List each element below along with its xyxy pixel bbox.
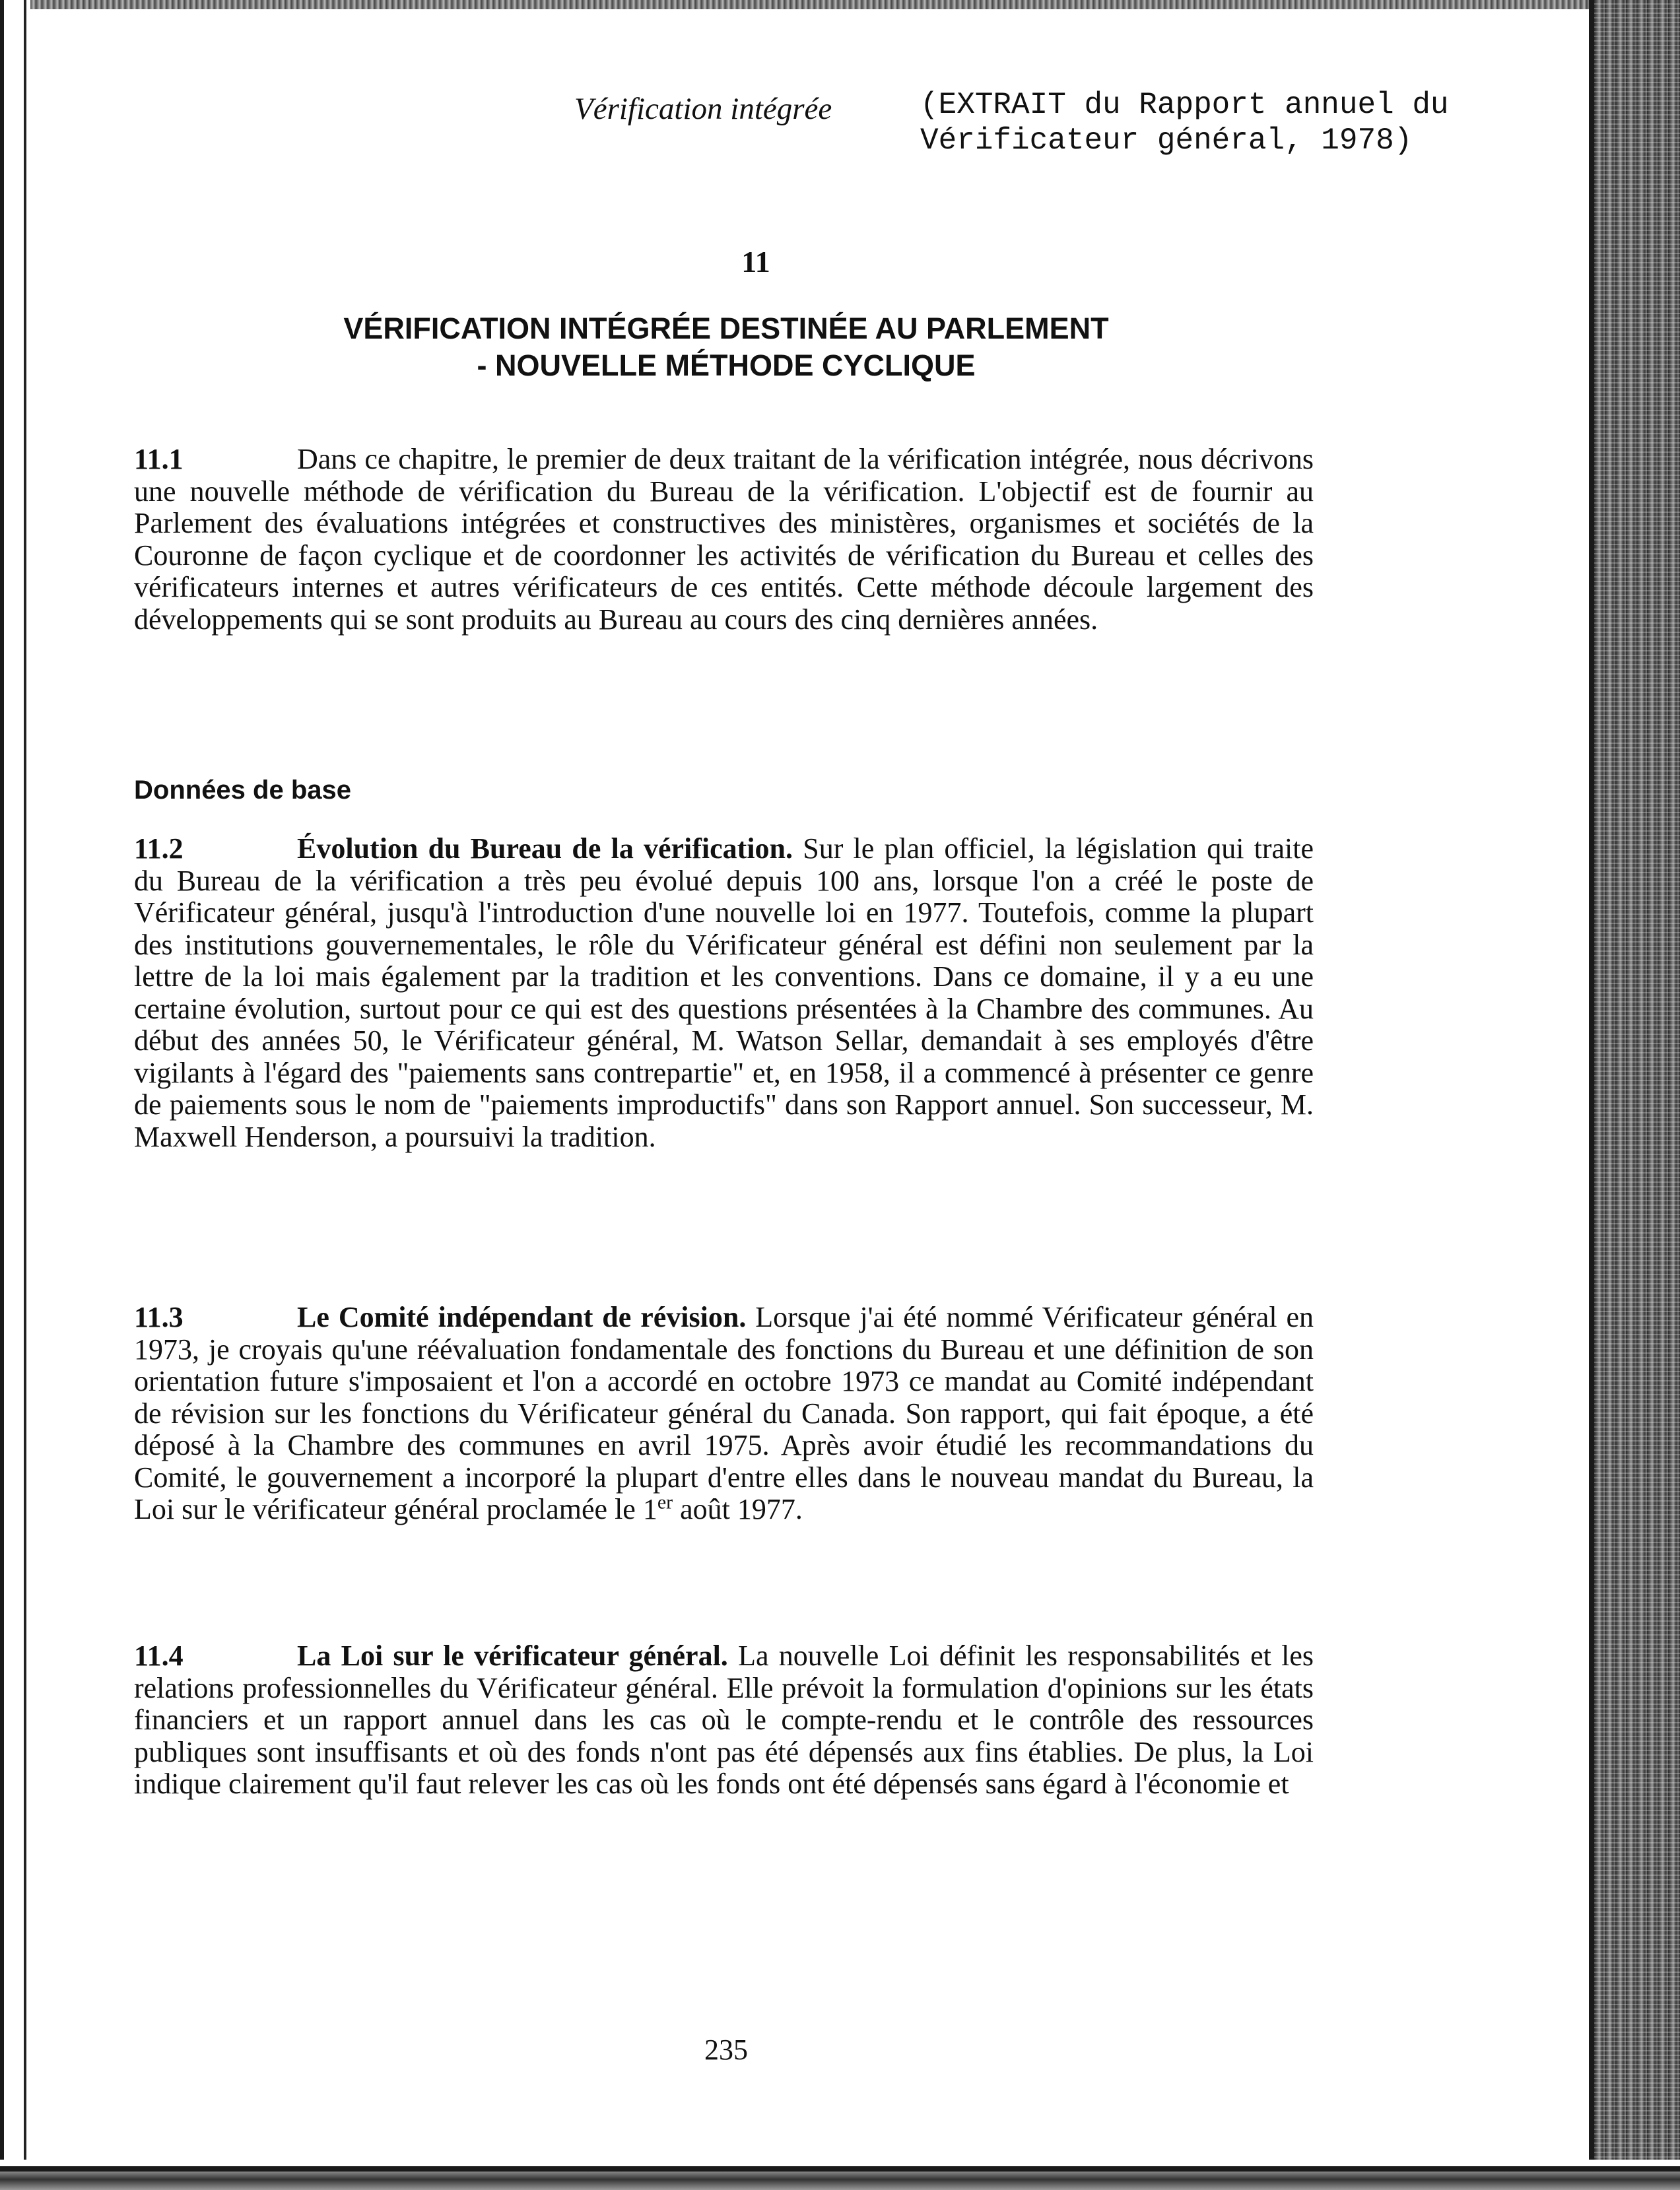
- paragraph-heading: Évolution du Bureau de la vérification.: [297, 832, 793, 865]
- chapter-number: 11: [741, 245, 770, 279]
- paragraph-number: 11.2: [134, 832, 184, 865]
- scan-bottom-edge: [0, 2160, 1680, 2190]
- chapter-title: [0, 310, 1452, 384]
- scan-right-edge: [1594, 0, 1680, 2190]
- paragraph-text: Sur le plan officiel, la législation qui traite du Bureau de la vérification a très peu évolué depuis 100 ans, lorsque l'on a créé le poste de Vérificateur général, jusqu'à l'introduction d'une nouvelle loi en 1977. Toutefois, comme la plupart des institutions gouvernementales, le rôle du Vérificateur général est défini non seulement par la lettre de la loi mais également par la tradition et les conventions. Dans ce domaine, il y a eu une certaine évolution, surtout pour ce qui est des questions présentées à la Chambre des communes. Au début des années 50, le Vérificateur général, M. Watson Sellar, demandait à ses employés d'être vigilants à l'égard des "paiements sans contrepartie" et, en 1958, il a commencé à présenter ce genre de paiements sous le nom de "paiements improductifs" dans son Rapport annuel. Son successeur, M. Maxwell Henderson, a poursuivi la tradition.: [134, 832, 1314, 1153]
- chapter-title-line-2: - NOUVELLE MÉTHODE CYCLIQUE: [477, 348, 976, 382]
- page-number: 235: [704, 2034, 748, 2066]
- scan-binding-line: [1589, 0, 1594, 2190]
- paragraph-11-3: [134, 1302, 1314, 1526]
- paragraph-11-2: [134, 833, 1314, 1153]
- paragraph-number: 11.4: [134, 1640, 184, 1672]
- header-source-line-2: Vérificateur général, 1978): [920, 123, 1413, 158]
- paragraph-11-1: [134, 444, 1314, 636]
- running-header-source: [920, 87, 1449, 158]
- paragraph-text: Dans ce chapitre, le premier de deux traitant de la vérification intégrée, nous décrivons une nouvelle méthode de vérification du Bureau de la vérification. L'objectif est de fournir au Parlement des évaluations intégrées et constructives des ministères, organismes et sociétés de la Couronne de façon cyclique et de coordonner les activités de vérification du Bureau et celles des vérificateurs internes et autres vérificateurs de ces entités. Cette méthode découle largement des développements qui se sont produits au Bureau au cours des cinq dernières années.: [134, 443, 1314, 636]
- paragraph-heading: Le Comité indépendant de révision.: [297, 1301, 747, 1333]
- paragraph-text: La nouvelle Loi définit les responsabilités et les relations professionnelles du Vérificateur général. Elle prévoit la formulation d'opinions sur les états financiers et un rapport annuel dans les cas où le compte-rendu et le contrôle des ressources publiques sont insuffisants et où des fonds n'ont pas été dépensés aux fins établies. De plus, la Loi indique clairement qu'il faut relever les cas où les fonds ont été dépensés sans égard à l'économie et: [134, 1640, 1314, 1800]
- scan-top-edge: [0, 0, 1680, 9]
- ordinal-superscript: er: [657, 1491, 673, 1513]
- paragraph-text: Lorsque j'ai été nommé Vérificateur général en 1973, je croyais qu'une réévaluation fondamentale des fonctions du Bureau et une définition de son orientation future s'imposaient et l'on a accordé en octobre 1973 ce mandat au Comité indépendant de révision sur les fonctions du Vérificateur général du Canada. Son rapport, qui fait époque, a été déposé à la Chambre des communes en avril 1975. Après avoir étudié les recommandations du Comité, le gouvernement a incorporé la plupart d'entre elles dans le nouveau mandat du Bureau, la Loi sur le vérificateur général proclamée le 1: [134, 1301, 1314, 1525]
- paragraph-11-4: [134, 1640, 1314, 1801]
- section-heading: Données de base: [134, 776, 352, 805]
- paragraph-number: 11.1: [134, 443, 184, 475]
- running-header-title: Vérification intégrée: [574, 92, 832, 126]
- paragraph-number: 11.3: [134, 1301, 184, 1333]
- paragraph-text-end: août 1977.: [673, 1493, 803, 1525]
- chapter-title-line-1: VÉRIFICATION INTÉGRÉE DESTINÉE AU PARLEMENT: [343, 312, 1109, 345]
- header-source-line-1: (EXTRAIT du Rapport annuel du: [920, 88, 1449, 122]
- paragraph-heading: La Loi sur le vérificateur général.: [297, 1640, 728, 1672]
